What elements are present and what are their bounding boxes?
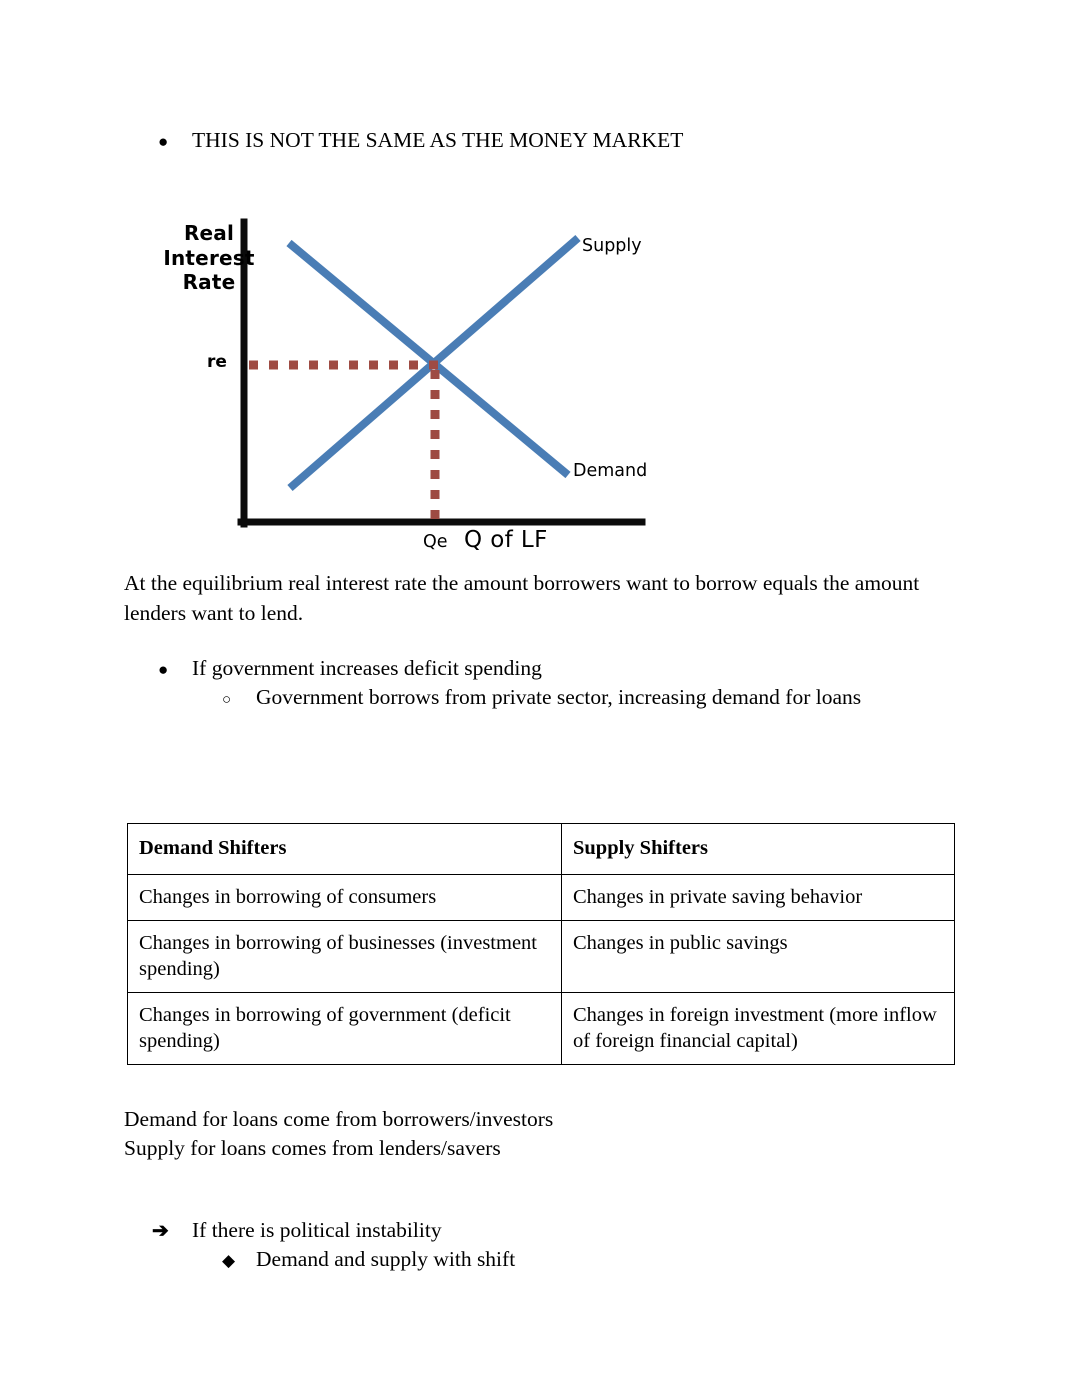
table-cell-supply-2: Changes in public savings <box>562 921 955 993</box>
shifters-table <box>127 823 955 1065</box>
table-header-demand-shifters: Demand Shifters <box>128 824 562 875</box>
loanable-funds-chart <box>150 210 670 570</box>
table-header-supply-shifters: Supply Shifters <box>562 824 955 875</box>
loans-source-lines <box>124 1105 553 1163</box>
bullet-political-instability-text: If there is political instability <box>192 1218 442 1242</box>
loans-supply-line: Supply for loans comes from lenders/savers <box>124 1136 501 1160</box>
bullet-dot-icon: ● <box>158 132 169 151</box>
bullet-money-market <box>158 126 683 156</box>
table-row <box>128 921 955 993</box>
equilibrium-rate-label: re <box>207 352 227 372</box>
bullet-demand-supply-shift <box>222 1245 515 1275</box>
bullet-money-market-text: THIS IS NOT THE SAME AS THE MONEY MARKET <box>192 128 684 152</box>
bullet-circle-icon: ○ <box>222 692 232 708</box>
supply-curve-label: Supply <box>582 236 642 256</box>
demand-curve-label: Demand <box>573 461 648 481</box>
table-cell-supply-1: Changes in private saving behavior <box>562 875 955 921</box>
y-axis-title-line-3: Rate <box>182 270 236 294</box>
chart-y-axis-title <box>160 221 258 295</box>
diamond-icon: ◆ <box>222 1251 236 1270</box>
bullet-deficit-spending-text: If government increases deficit spending <box>192 656 542 680</box>
loans-demand-line: Demand for loans come from borrowers/investors <box>124 1107 554 1131</box>
table-cell-demand-2: Changes in borrowing of businesses (investment spending) <box>128 921 562 993</box>
table-cell-supply-3: Changes in foreign investment (more inflow of foreign financial capital) <box>562 993 955 1065</box>
bullet-government-borrows <box>222 683 861 715</box>
equilibrium-quantity-label: Qe <box>423 532 448 552</box>
table-row <box>128 875 955 921</box>
table-cell-demand-3: Changes in borrowing of government (deficit spending) <box>128 993 562 1065</box>
arrow-right-icon: ➔ <box>152 1220 169 1242</box>
table-header-row <box>128 824 955 875</box>
bullet-government-borrows-text: Government borrows from private sector, increasing demand for loans <box>256 685 862 709</box>
bullet-deficit-spending <box>158 654 542 684</box>
equilibrium-paragraph: At the equilibrium real interest rate the amount borrowers want to borrow equals the amount lenders want to lend. <box>124 571 920 625</box>
chart-x-axis-title: Q of LF <box>464 527 548 553</box>
table-cell-demand-1: Changes in borrowing of consumers <box>128 875 562 921</box>
bullet-political-instability <box>152 1216 442 1246</box>
table-row <box>128 993 955 1065</box>
y-axis-title-line-2: Interest <box>163 245 255 270</box>
bullet-dot-icon: ● <box>158 660 169 679</box>
bullet-demand-supply-shift-text: Demand and supply with shift <box>256 1247 516 1271</box>
y-axis-title-line-1: Real <box>183 221 235 245</box>
